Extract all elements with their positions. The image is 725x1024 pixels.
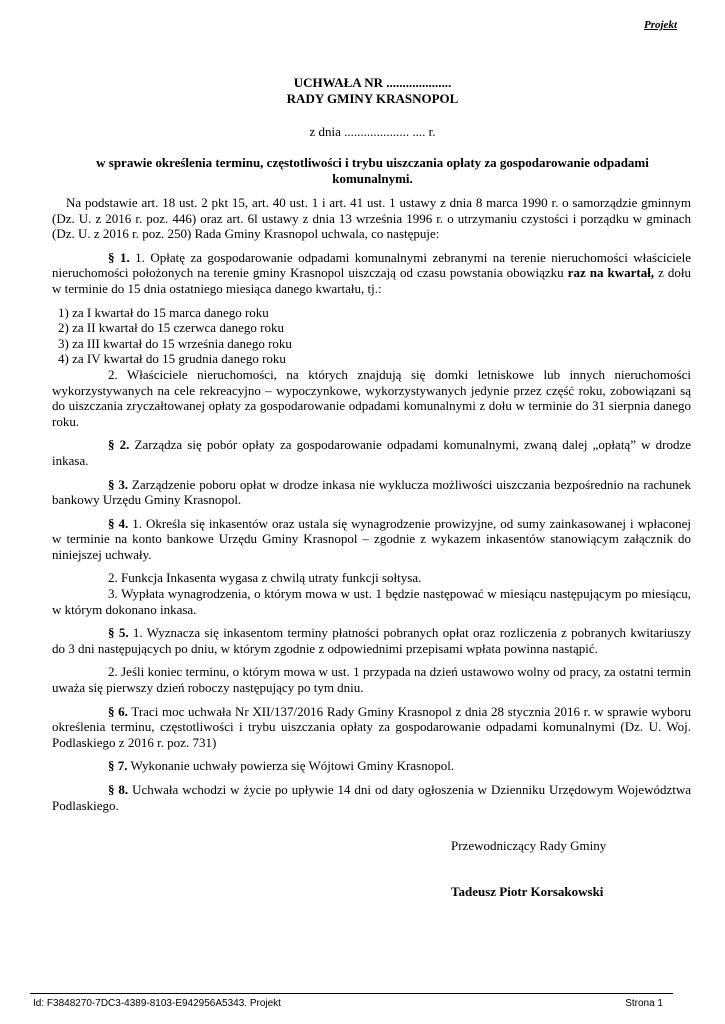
footer-page-number: Strona 1 (625, 998, 663, 1009)
paragraph-4-text: 1. Określa się inkasentów oraz ustala się wynagrodzenie prowizyjne, od sumy zainkasowanej i wpłaconej w terminie na konto bankowe Urzędu Gminy Krasnopol – zgodnie z wykazem inkasentów stanowiącym załącznik do niniejszej uchwały. (52, 515, 691, 562)
resolution-subject: w sprawie określenia terminu, częstotliwości i trybu uiszczania opłaty za gospodarowanie odpadami komunalnymi. (96, 155, 649, 186)
paragraph-4 (52, 516, 691, 563)
paragraph-2-text: Zarządza się pobór opłaty za gospodarowanie odpadami komunalnymi, zwaną dalej „opłatą” w drodze inkasa. (52, 437, 691, 468)
section-mark: § 4. (108, 515, 129, 531)
paragraph-5 (52, 625, 691, 656)
paragraph-7 (52, 758, 691, 774)
paragraph-2 (52, 437, 691, 468)
signature-name: Tadeusz Piotr Korsakowski (451, 884, 604, 899)
paragraph-1 (52, 250, 691, 297)
paragraph-3 (52, 477, 691, 508)
paragraph-1-point-2: 2. Właściciele nieruchomości, na których znajdują się domki letniskowe lub innych nieruchomości wykorzystywanych na cele rekreacyjno – wypoczynkowe, wykorzystywanych jedynie przez część roku, zobowiązani są do uiszczania zryczałtowanej opłaty za gospodarowanie odpadami komunalnymi z dołu w terminie do 31 sierpnia danego roku. (52, 366, 691, 429)
paragraph-7-text: Wykonanie uchwały powierza się Wójtowi Gminy Krasnopol. (127, 758, 455, 774)
section-mark: § 3. (108, 476, 129, 492)
section-mark: § 5. (108, 625, 129, 641)
preamble: Na podstawie art. 18 ust. 2 pkt 15, art. 40 ust. 1 i art. 41 ust. 1 ustawy z dnia 8 marca 1990 r. o samorządzie gminnym (Dz. U. z 2016 r. poz. 446) oraz art. 6l ustawy z dnia 13 września 1996 r. o utrzymaniu czystości i porządku w gminach (Dz. U. z 2016 r. poz. 250) Rada Gminy Krasnopol uchwala, co następuje: (52, 195, 691, 242)
paragraph-8-text: Uchwała wchodzi w życie po upływie 14 dni od daty ogłoszenia w Dzienniku Urzędowym Województwa Podlaskiego. (52, 782, 692, 813)
paragraph-3-text: Zarządzenie poboru opłat w drodze inkasa nie wyklucza możliwości uiszczania bezpośrednio na rachunek bankowy Urzędu Gminy Krasnopol. (52, 476, 691, 508)
date-line: z dnia .................... .... r. (309, 124, 436, 139)
paragraph-1-text-a: 1. Opłatę za gospodarowanie odpadami komunalnymi zebranymi na terenie nieruchomości właściciele nieruchomości położonych na terenie gminy Krasnopol uiszczają od czasu powstania obowiązku (52, 249, 691, 281)
section-mark: § 2. (108, 437, 130, 453)
paragraph-5-text: 1. Wyznacza się inkasentom terminy płatności pobranych opłat oraz rozliczenia z pobranych kwitariuszy do 3 dni następujących po dniu, w którym zgodnie z odpowiednimi przepisami wpłata powinna nastąpić. (52, 625, 692, 656)
paragraph-1-text-b: z dołu w terminie do 15 dnia ostatniego miesiąca danego kwartału, tj.: (52, 265, 691, 296)
paragraph-1-bold: raz na kwartał, (567, 265, 655, 281)
section-mark: § 6. (108, 703, 128, 719)
document-body (52, 195, 691, 813)
council-name: RADY GMINY KRASNOPOL (286, 91, 459, 106)
list-item: 2) za II kwartał do 15 czerwca danego roku (58, 320, 284, 336)
section-mark: § 7. (108, 758, 128, 774)
footer-divider (30, 993, 673, 994)
paragraph-4-point-3: 3. Wypłata wynagrodzenia, o którym mowa w ust. 1 będzie następować w miesiącu następującym po miesiącu, w którym dokonano inkasa. (52, 586, 691, 617)
list-item: 4) za IV kwartał do 15 grudnia danego roku (58, 351, 286, 367)
paragraph-6 (52, 704, 691, 751)
projekt-label: Projekt (644, 19, 677, 31)
signature-title: Przewodniczący Rady Gminy (451, 838, 607, 853)
resolution-number: UCHWAŁA NR .................... (293, 75, 452, 90)
paragraph-5-point-2: 2. Jeśli koniec terminu, o którym mowa w ust. 1 przypada na dzień ustawowo wolny od pracy, za ostatni termin uważa się pierwszy dzień roboczy następujący po tym dniu. (52, 664, 691, 696)
paragraph-8 (52, 782, 691, 813)
section-mark: § 8. (108, 782, 129, 797)
footer-document-id: Id: F3848270-7DC3-4389-8103-E942956A5343. Projekt (33, 998, 281, 1009)
section-mark: § 1. (108, 249, 130, 265)
list-item: 3) za III kwartał do 15 września danego roku (58, 335, 292, 351)
paragraph-4-point-2: 2. Funkcja Inkasenta wygasa z chwilą utraty funkcji sołtysa. (108, 570, 422, 586)
resolution-title (0, 75, 725, 107)
paragraph-6-text: Traci moc uchwała Nr XII/137/2016 Rady Gminy Krasnopol z dnia 28 stycznia 2016 r. w sprawie wyboru określenia terminu, częstotliwości i trybu uiszczania opłaty za gospodarowanie odpadami komunalnymi (Dz. U. Woj. Podlaskiego z 2016 r. poz. 731) (52, 703, 692, 750)
list-item: 1) za I kwartał do 15 marca danego roku (58, 304, 269, 320)
